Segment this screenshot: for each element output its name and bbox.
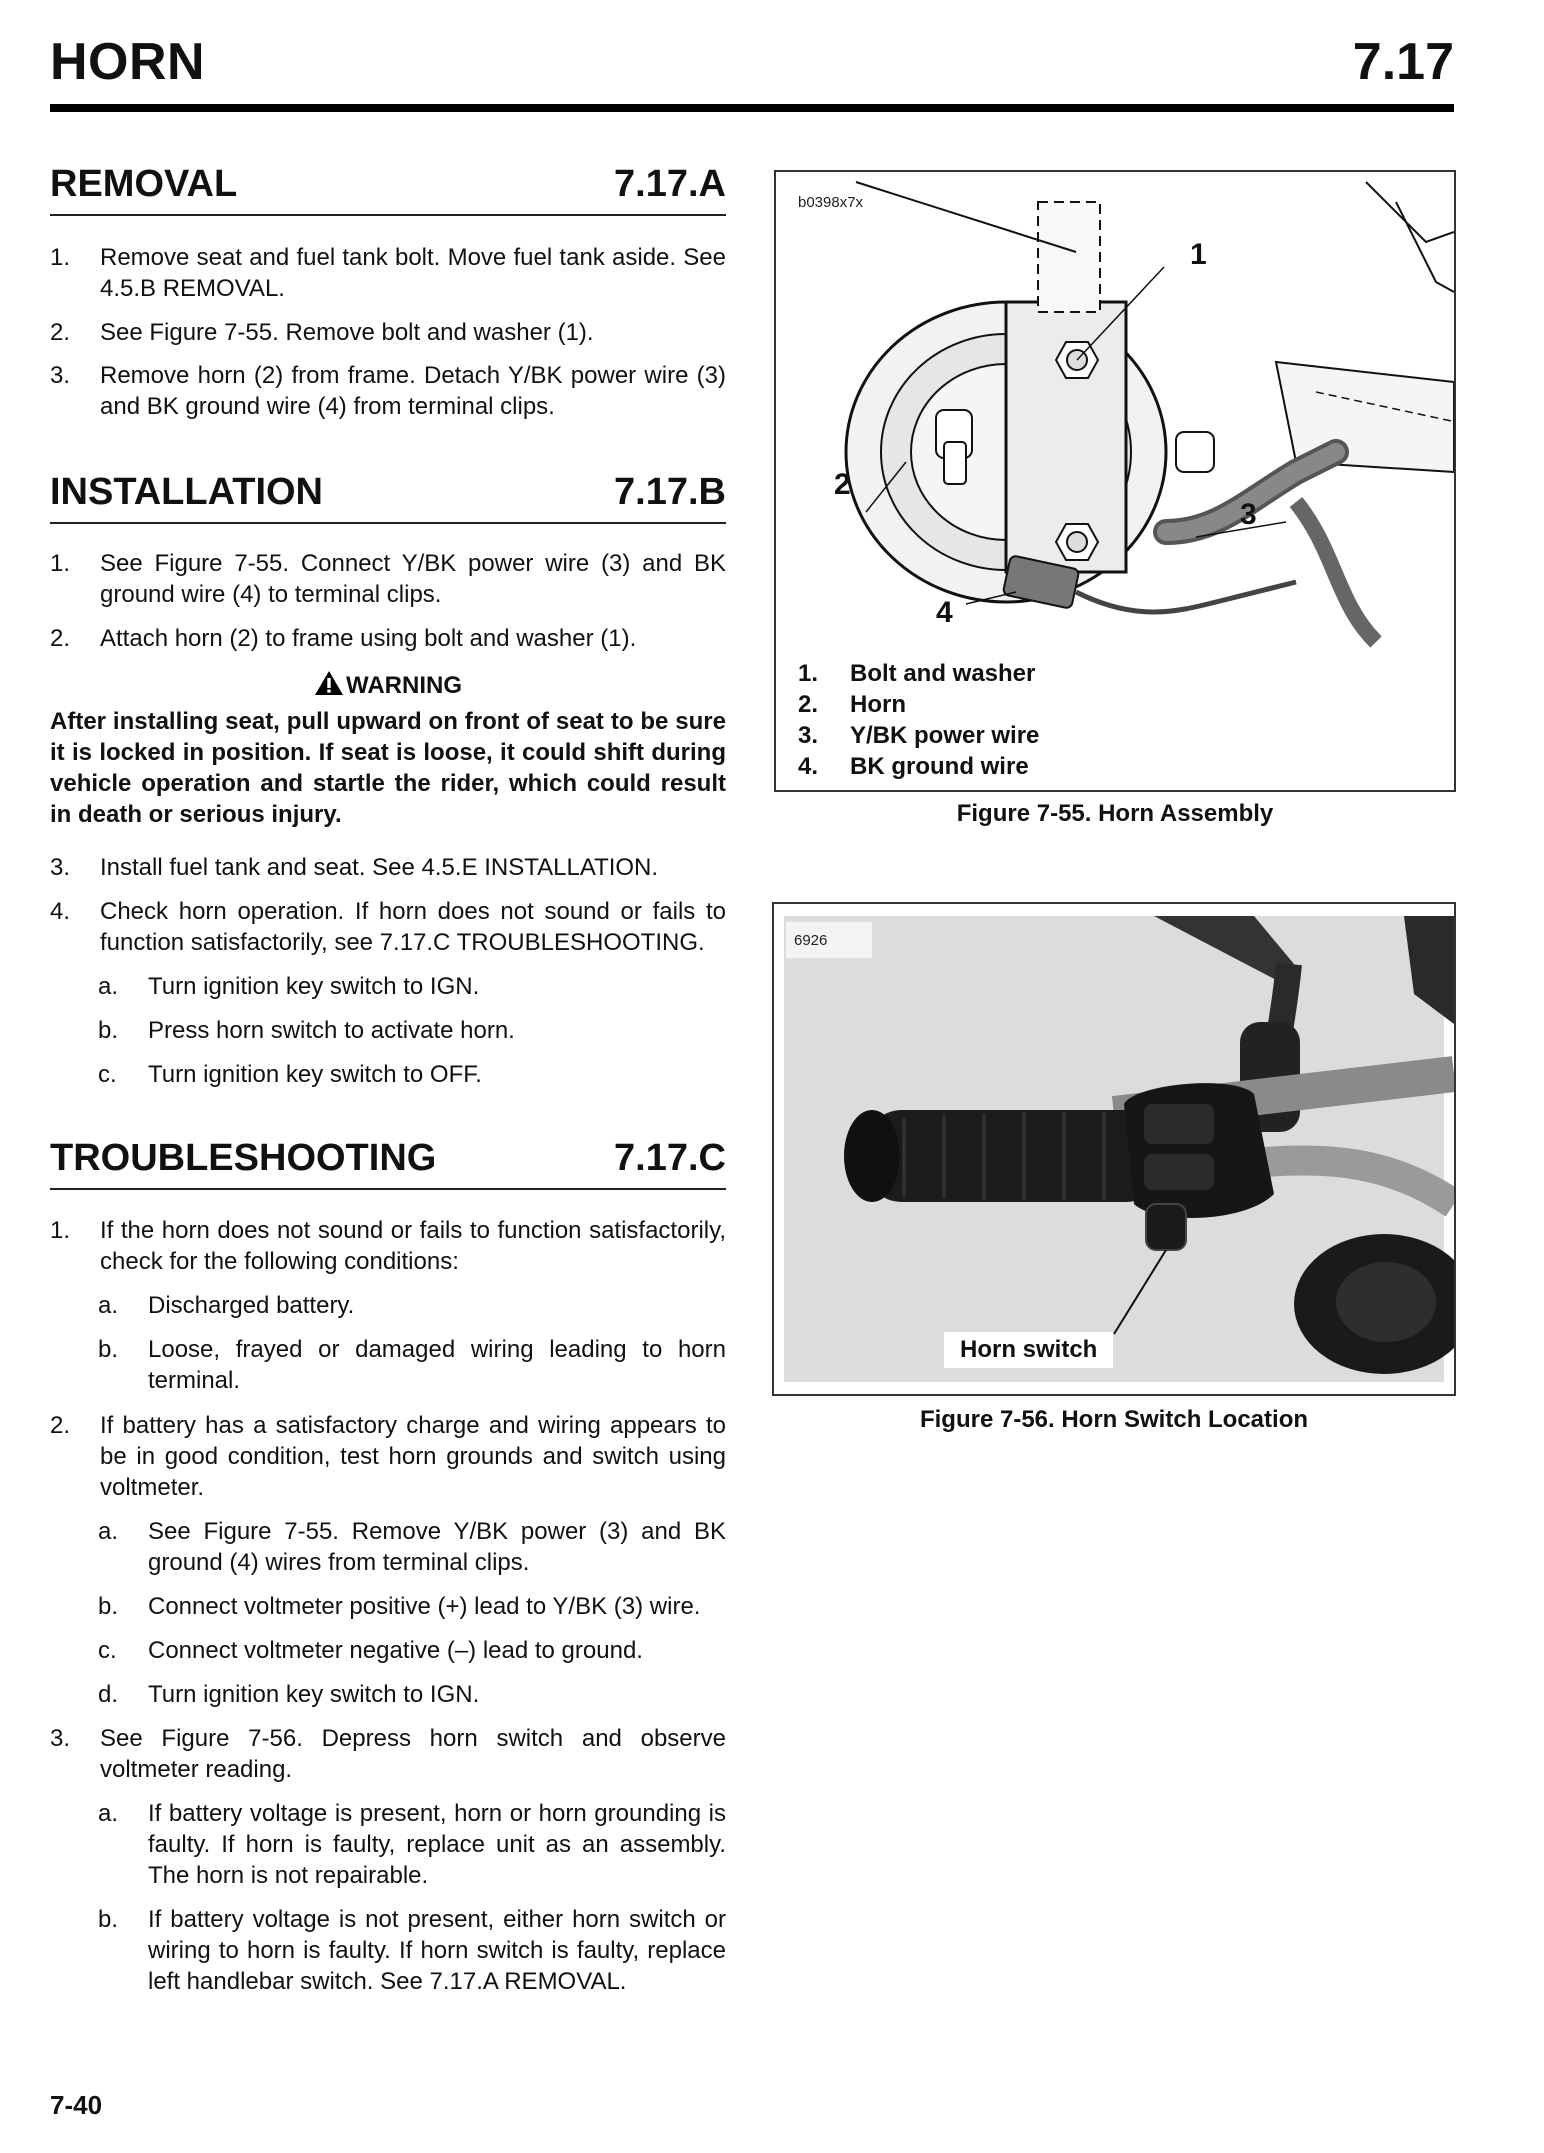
figure-1-legend — [798, 658, 1418, 782]
callout-3: 3 — [1240, 498, 1257, 531]
troubleshooting-title: TROUBLESHOOTING — [50, 1137, 437, 1179]
installation-title: INSTALLATION — [50, 471, 323, 513]
troubleshooting-number: 7.17.C — [614, 1137, 726, 1179]
troubleshooting-step-2: 2. If battery has a satisfactory charge and wiring appears to be in good condition, test horn grounds and switch using voltmeter. — [50, 1412, 726, 1501]
figure-2-caption: Figure 7-56. Horn Switch Location — [919, 1406, 1309, 1433]
legend-item: 1. Bolt and washer — [798, 660, 1036, 687]
warning-text: After installing seat, pull upward on front of seat to be sure it is locked in position. If seat is loose, it could shift during vehicle operation and startle the rider, which could result in death or serious injury. — [50, 708, 726, 828]
troubleshooting-step-3b: b. If battery voltage is not present, either horn switch or wiring to horn is faulty. If horn switch is faulty, replace left handlebar switch. See 7.17.A REMOVAL. — [98, 1906, 726, 1995]
removal-step-1: 1. Remove seat and fuel tank bolt. Move fuel tank aside. See 4.5.B REMOVAL. — [50, 244, 726, 302]
removal-step-2: 2. See Figure 7-55. Remove bolt and washer (1). — [50, 319, 594, 346]
installation-heading — [50, 466, 726, 524]
figure-1-caption: Figure 7-55. Horn Assembly — [956, 800, 1274, 827]
troubleshooting-step-3a: a. If battery voltage is present, horn or horn grounding is faulty. If horn is faulty, replace unit as an assembly. The horn is not repairable. — [98, 1800, 726, 1889]
horn-switch-photo — [774, 904, 1454, 1394]
horn-switch-label: Horn switch — [944, 1332, 1113, 1368]
installation-substep-c: c. Turn ignition key switch to OFF. — [98, 1061, 482, 1088]
removal-title: REMOVAL — [50, 163, 238, 205]
horn-assembly-illustration — [776, 172, 1454, 650]
legend-item: 4. BK ground wire — [798, 753, 1029, 780]
troubleshooting-step-2a: a. See Figure 7-55. Remove Y/BK power (3) and BK ground (4) wires from terminal clips. — [98, 1518, 726, 1576]
callout-1: 1 — [1190, 238, 1207, 271]
troubleshooting-step-2c: c. Connect voltmeter negative (–) lead to ground. — [98, 1637, 643, 1664]
figure-horn-switch — [772, 902, 1456, 1396]
removal-step-3: 3. Remove horn (2) from frame. Detach Y/BK power wire (3) and BK ground wire (4) from terminal clips. — [50, 362, 726, 420]
installation-step-2: 2. Attach horn (2) to frame using bolt and washer (1). — [50, 625, 637, 652]
installation-step-4: 4. Check horn operation. If horn does not sound or fails to function satisfactorily, see 7.17.C TROUBLESHOOTING. — [50, 898, 726, 956]
troubleshooting-step-2d: d. Turn ignition key switch to IGN. — [98, 1681, 480, 1708]
installation-substep-b: b. Press horn switch to activate horn. — [98, 1017, 515, 1044]
troubleshooting-step-1: 1. If the horn does not sound or fails to function satisfactorily, check for the following conditions: — [50, 1217, 726, 1275]
header-rule — [50, 104, 1454, 112]
legend-item: 3. Y/BK power wire — [798, 722, 1040, 749]
installation-number: 7.17.B — [614, 471, 726, 513]
troubleshooting-step-1b: b. Loose, frayed or damaged wiring leading to horn terminal. — [98, 1336, 726, 1394]
installation-step-3: 3. Install fuel tank and seat. See 4.5.E INSTALLATION. — [50, 854, 659, 881]
figure-horn-assembly — [774, 170, 1456, 792]
troubleshooting-step-3: 3. See Figure 7-56. Depress horn switch and observe voltmeter reading. — [50, 1725, 726, 1783]
page-title: HORN — [50, 33, 206, 91]
troubleshooting-step-1a: a. Discharged battery. — [98, 1292, 355, 1319]
troubleshooting-step-2b: b. Connect voltmeter positive (+) lead to Y/BK (3) wire. — [98, 1593, 701, 1620]
page-number: 7-40 — [50, 2090, 103, 2120]
removal-heading — [50, 158, 726, 216]
figure-1-id: b0398x7x — [798, 194, 864, 211]
callout-4: 4 — [936, 596, 953, 629]
callout-2: 2 — [834, 468, 851, 501]
legend-item: 2. Horn — [798, 691, 906, 718]
figure-2-id: 6926 — [794, 932, 828, 949]
warning-triangle-icon — [314, 670, 344, 703]
removal-number: 7.17.A — [614, 163, 726, 205]
chapter-number: 7.17 — [1352, 33, 1454, 91]
warning-title: WARNING — [50, 670, 726, 703]
installation-step-1: 1. See Figure 7-55. Connect Y/BK power wire (3) and BK ground wire (4) to terminal clips. — [50, 550, 726, 608]
troubleshooting-heading — [50, 1132, 726, 1190]
installation-substep-a: a. Turn ignition key switch to IGN. — [98, 973, 480, 1000]
